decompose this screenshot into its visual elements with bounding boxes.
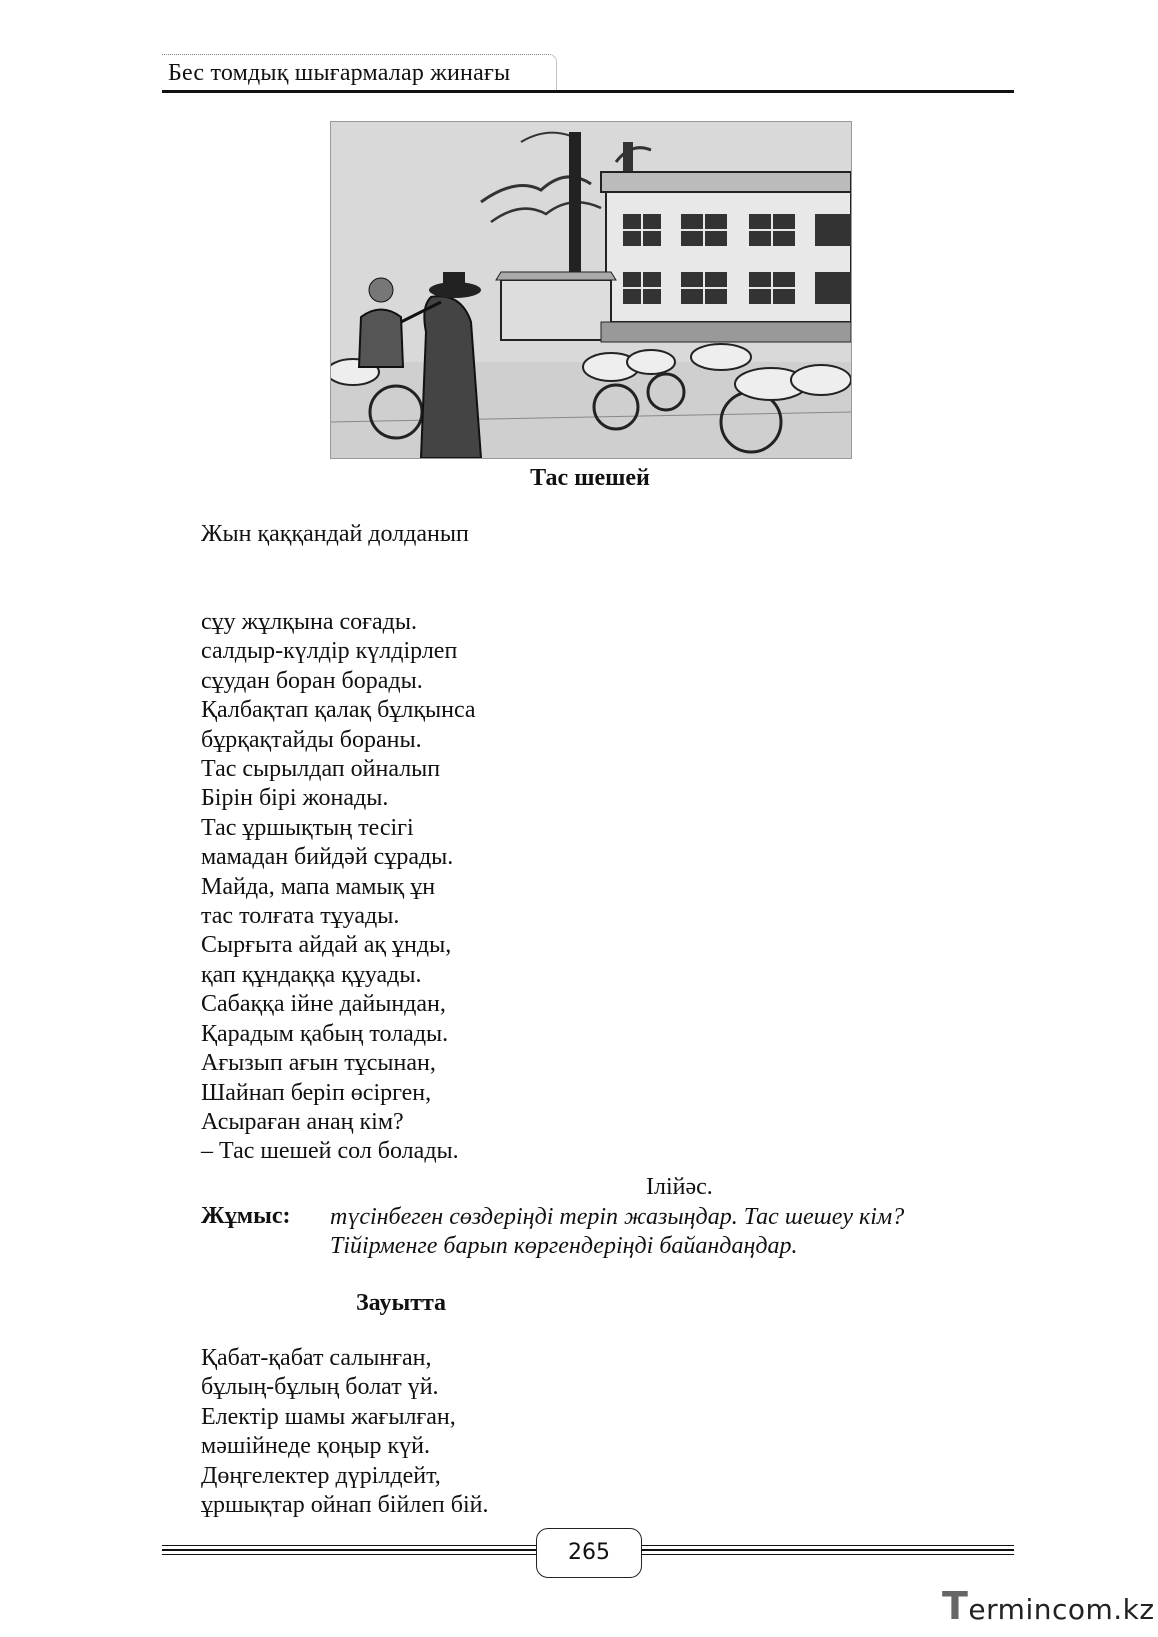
watermark-text: ermincom.kz	[968, 1593, 1155, 1626]
page-number: 265	[536, 1528, 642, 1578]
poem-line: Електір шамы жағылған,	[201, 1403, 456, 1430]
poem1-opening	[201, 520, 469, 549]
poem-line: сұу жұлқына соғады.	[201, 609, 417, 635]
header-rule	[162, 90, 1014, 93]
poem-line: Майда, мапа мамық ұн	[201, 873, 436, 900]
poem-line: Тас сырылдап ойналып	[201, 756, 441, 783]
poem2-body	[201, 1344, 488, 1520]
poem-line: Ағызып ағын тұсынан,	[201, 1050, 436, 1077]
poem-line: тас толғата тұуады.	[201, 903, 400, 930]
poem-line: Дөңгелектер дүрілдейт,	[201, 1462, 441, 1489]
poem-line: Сабаққа ійне дайындан,	[201, 991, 446, 1018]
poem-line: – Тас шешей сол болады.	[201, 1138, 459, 1165]
watermark-t: T	[942, 1584, 969, 1628]
poem-line: Сырғыта айдай ақ ұнды,	[201, 932, 452, 959]
poem-line: Жын қаққандай долданып	[201, 521, 469, 547]
task-label: Жұмыс:	[201, 1203, 291, 1229]
poem-line: қап құндаққа құуады.	[201, 961, 422, 988]
poem-line: сұудан боран борады.	[201, 667, 423, 694]
running-header: Бес томдық шығармалар жинағы	[168, 60, 511, 86]
poem-line: Асыраған анаң кім?	[201, 1108, 404, 1135]
poem-line: Қабат-қабат салынған,	[201, 1345, 432, 1371]
poem-line: Тас ұршықтың тесігі	[201, 814, 414, 841]
poem-line: Бірін бірі жонады.	[201, 785, 389, 812]
poem-line: салдыр-күлдір күлдірлеп	[201, 638, 458, 665]
poem1-title: Тас шешей	[530, 465, 650, 491]
task-line: түсінбеген сөздеріңді теріп жазыңдар. Тас шешеу кім?	[330, 1204, 905, 1230]
poem2-title: Зауытта	[356, 1290, 447, 1316]
task-line: Тійірменге барып көргендеріңді байандаңдар.	[330, 1233, 798, 1260]
poem-line: Қалбақтап қалақ бұлқынса	[201, 697, 476, 724]
poem-line: бұлың-бұлың болат үй.	[201, 1374, 439, 1401]
poem1-author: Ілійәс.	[646, 1174, 713, 1200]
poem-line: мамадан бийдәй сұрады.	[201, 844, 454, 871]
poem-line: Шайнап беріп өсірген,	[201, 1079, 432, 1106]
poem-line: бұрқақтайды бораны.	[201, 726, 422, 753]
factory-illustration	[330, 121, 852, 459]
poem-line: мәшійнеде қоңыр күй.	[201, 1433, 431, 1460]
poem-line: ұршықтар ойнап бійлеп бій.	[201, 1492, 489, 1519]
watermark-logo	[942, 1584, 1155, 1628]
poem-line: Қарадым қабың толады.	[201, 1020, 449, 1047]
task-text	[330, 1203, 904, 1262]
poem1-body	[201, 608, 476, 1167]
